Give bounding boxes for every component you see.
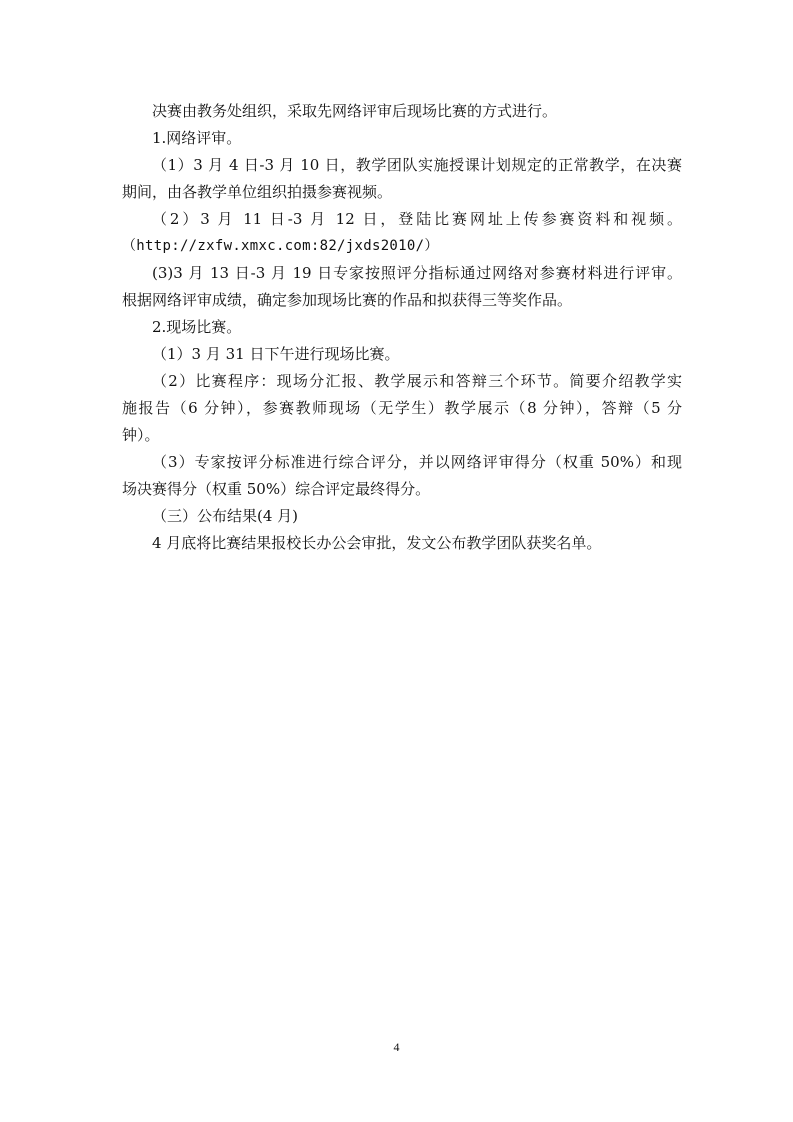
paragraph-final-organization: 决赛由教务处组织，采取先网络评审后现场比赛的方式进行。 [152,102,558,120]
paragraph-onsite-3-line-2: 场决赛得分（权重 50%）综合评定最终得分。 [122,480,431,498]
paragraph-onsite-2-line-1: （2）比赛程序：现场分汇报、教学展示和答辩三个环节。简要介绍教学实 [152,372,682,390]
paragraph-onsite-2-line-3: 钟）。 [122,426,160,444]
paragraph-online-review-1-line-2: 期间，由各教学单位组织拍摄参赛视频。 [122,183,393,201]
section-heading-onsite-competition: 2.现场比赛。 [152,318,242,336]
paragraph-onsite-3-line-1: （3）专家按评分标准进行综合评分，并以网络评审得分（权重 50%）和现 [152,453,682,471]
document-body [122,98,682,557]
section-heading-online-review: 1.网络评审。 [152,129,242,147]
paragraph-online-review-2-line-1: （2）3 月 11 日-3 月 12 日，登陆比赛网址上传参赛资料和视频。 [152,210,682,228]
section-heading-results: （三）公布结果(4 月) [152,507,299,525]
competition-url: （http://zxfw.xmxc.com:82/jxds2010/） [122,238,439,254]
paragraph-online-review-3-line-1: (3)3 月 13 日-3 月 19 日专家按照评分指标通过网络对参赛材料进行评审。 [152,264,682,282]
paragraph-results: 4 月底将比赛结果报校长办公会审批，发文公布教学团队获奖名单。 [152,534,602,552]
page-number: 4 [393,1040,400,1054]
paragraph-onsite-1: （1）3 月 31 日下午进行现场比赛。 [152,345,400,363]
paragraph-onsite-2-line-2: 施报告（6 分钟），参赛教师现场（无学生）教学展示（8 分钟），答辩（5 分 [122,399,682,417]
paragraph-online-review-1-line-1: （1）3 月 4 日-3 月 10 日，教学团队实施授课计划规定的正常教学，在决赛 [152,156,682,174]
paragraph-online-review-3-line-2: 根据网络评审成绩，确定参加现场比赛的作品和拟获得三等奖作品。 [122,291,573,309]
